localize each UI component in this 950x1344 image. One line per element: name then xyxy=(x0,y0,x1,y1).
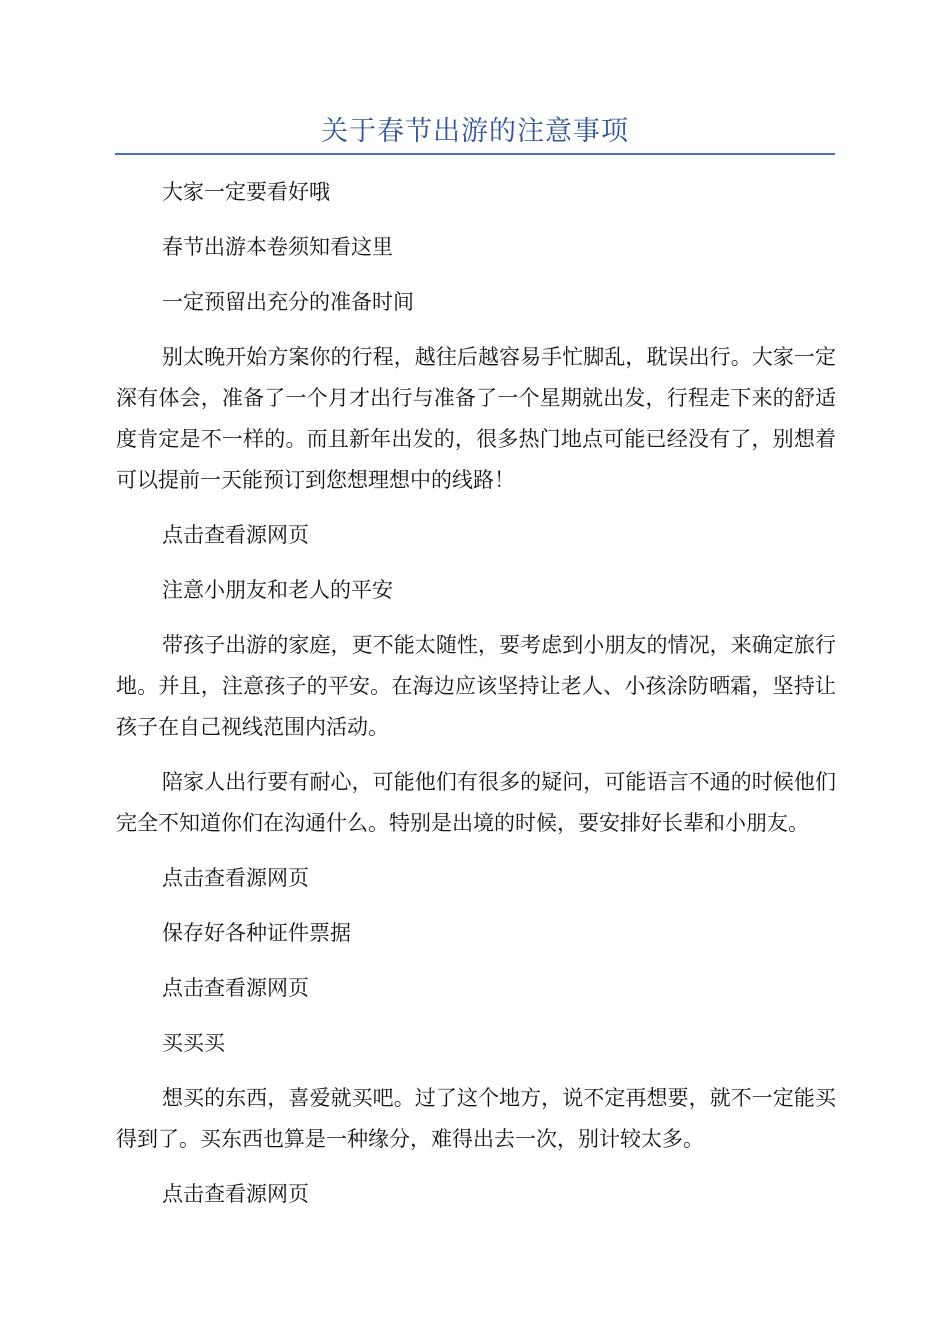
document-title: 关于春节出游的注意事项 xyxy=(321,116,629,147)
paragraph: 大家一定要看好哦 xyxy=(162,180,330,204)
section-heading: 注意小朋友和老人的平安 xyxy=(162,578,393,602)
document-body xyxy=(116,172,836,1229)
paragraph: 想买的东西，喜爱就买吧。过了这个地方，说不定再想要，就不一定能买得到了。买东西也算是一种缘分，难得出去一次，别计较太多。 xyxy=(116,1086,836,1151)
view-source-link[interactable]: 点击查看源网页 xyxy=(162,523,309,547)
section-heading: 保存好各种证件票据 xyxy=(162,921,351,945)
view-source-link[interactable]: 点击查看源网页 xyxy=(162,866,309,890)
paragraph: 带孩子出游的家庭，更不能太随性，要考虑到小朋友的情况，来确定旅行地。并且，注意孩子的平安。在海边应该坚持让老人、小孩涂防晒霜，坚持让孩子在自己视线范围内活动。 xyxy=(116,633,836,739)
section-heading: 买买买 xyxy=(162,1031,225,1055)
view-source-link[interactable]: 点击查看源网页 xyxy=(162,976,309,1000)
paragraph: 陪家人出行要有耐心，可能他们有很多的疑问，可能语言不通的时候他们完全不知道你们在沟通什么。特别是出境的时候，要安排好长辈和小朋友。 xyxy=(116,770,836,835)
paragraph: 春节出游本卷须知看这里 xyxy=(162,235,393,259)
paragraph: 别太晚开始方案你的行程，越往后越容易手忙脚乱，耽误出行。大家一定深有体会，准备了一个月才出行与准备了一个星期就出发，行程走下来的舒适度肯定是不一样的。而且新年出发的，很多热门地点可能已经没有了，别想着可以提前一天能预订到您想理想中的线路！ xyxy=(116,345,836,492)
section-heading: 一定预留出充分的准备时间 xyxy=(162,290,414,314)
view-source-link[interactable]: 点击查看源网页 xyxy=(162,1182,309,1206)
title-underline xyxy=(115,153,835,155)
